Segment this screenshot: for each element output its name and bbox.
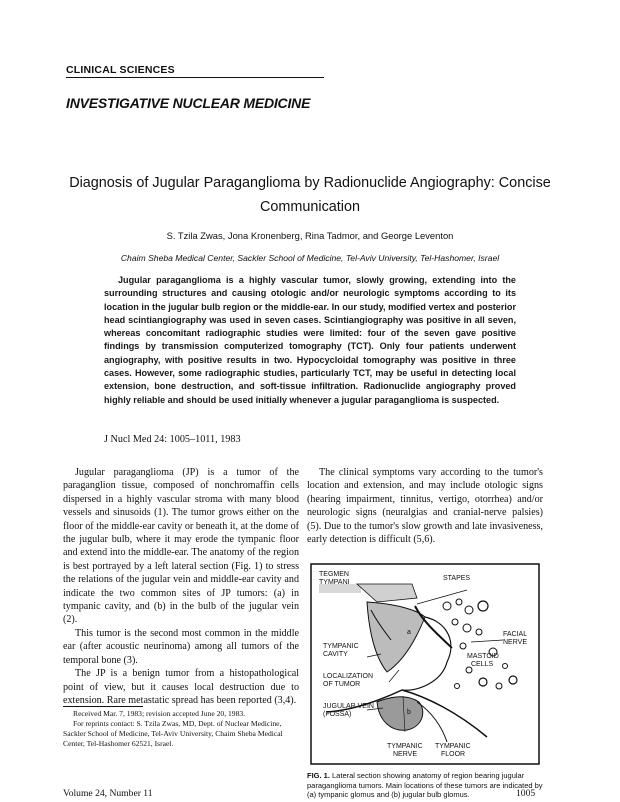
footnote-reprints: For reprints contact: S. Tzila Zwas, MD, Dept. of Nuclear Medicine, Sackler School of Medicine, Tel-Aviv University, Chaim Sheba Medical Center, Tel-Hashomer 62521, Israel.: [63, 719, 283, 748]
label-localization: LOCALIZATION: [323, 673, 374, 680]
body-paragraph: The JP is a benign tumor from a histopathological point of view, but it causes local destruction due to extension. Rare metastatic spread has been reported (3,4).: [63, 668, 299, 706]
footer-volume: Volume 24, Number 11: [63, 788, 153, 799]
label-a: a: [407, 629, 411, 636]
label-tympanic-nerve: NERVE: [393, 751, 417, 758]
label-facial: FACIAL: [503, 631, 528, 638]
body-column-left: [63, 466, 299, 707]
label-fossa: (FOSSA): [323, 711, 352, 718]
body-paragraph: This tumor is the second most common in the middle ear (after acoustic neurinoma) among all tumors of the temporal bone (3).: [63, 627, 299, 666]
label-stapes: STAPES: [443, 575, 471, 582]
caption-text: Lateral section showing anatomy of region bearing jugular paraganglioma tumors. Main locations of these tumors are indicated by (a) tympanic glomus and (b) jugular bulb glomus.: [307, 771, 543, 800]
label-cells: CELLS: [471, 661, 494, 668]
label-mastoid: MASTOID: [467, 653, 499, 660]
footer-page-number: 1005: [516, 788, 536, 799]
label-tympanic-nerve: TYMPANIC: [387, 743, 423, 750]
article-abstract: Jugular paraganglioma is a highly vascular tumor, slowly growing, extending into the surrounding structures and causing otologic and/or neurologic symptoms according to its location in the jugular bulb region or the middle-ear. In our study, modified vertex and posterior head scintiangiography was used in seven cases. Scintiangiography was positive in all seven, whereas concomitant radiographic studies were limited: four of the seven gave positive findings by transmission computerized tomography (TCT). Only four patients underwent angiography, with positive results in two. Hypocycloidal tomography was positive in three cases. However, some radiographic studies, particularly TCT, may be useful in detecting local extension, bone destruction, and soft-tissue infiltration. Radionuclide angiography proved highly reliable and should be used initially whenever a jugular paraganglioma is suspected.: [104, 275, 516, 405]
caption-label: FIG. 1.: [307, 771, 330, 780]
footnote-received: Received Mar. 7, 1983; revision accepted June 20, 1983.: [73, 709, 246, 718]
label-tympanic-floor: TYMPANIC: [435, 743, 471, 750]
footnotes: [63, 709, 299, 749]
label-b: b: [407, 709, 411, 716]
label-of-tumor: OF TUMOR: [323, 681, 361, 688]
label-jugular-vein: JUGULAR VEIN: [323, 703, 374, 710]
section-rule: [66, 77, 324, 78]
article-title: Diagnosis of Jugular Paraganglioma by Radionuclide Angiography: Concise Communication: [69, 175, 551, 215]
figure-caption: [307, 771, 545, 800]
label-tympanic: TYMPANIC: [323, 643, 359, 650]
body-column-right: [307, 466, 543, 546]
body-paragraph: The clinical symptoms vary according to the tumor's location and extension, and may include otologic signs (hearing impairment, tinnitus, vertigo, otorrhea) and/or neurologic signs (neuralgias and cranial-nerve palsies) (5). Due to the tumor's slow growth and late invasiveness, early detection is difficult (5,6).: [307, 467, 543, 546]
section-title: INVESTIGATIVE NUCLEAR MEDICINE: [66, 95, 311, 111]
label-nerve: NERVE: [503, 639, 527, 646]
label-cavity: CAVITY: [323, 651, 348, 658]
article-affiliation: Chaim Sheba Medical Center, Sackler School of Medicine, Tel-Aviv University, Tel-Hashomer, Israel: [120, 253, 500, 263]
article-authors: S. Tzila Zwas, Jona Kronenberg, Rina Tadmor, and George Leventon: [166, 230, 454, 241]
section-label: CLINICAL SCIENCES: [66, 64, 175, 76]
journal-citation: J Nucl Med 24: 1005–1011, 1983: [104, 434, 241, 445]
anatomy-figure: [307, 562, 545, 766]
label-tympanic-floor: FLOOR: [441, 751, 466, 758]
label-tympani: TYMPANI: [319, 579, 350, 586]
label-tegmen: TEGMEN: [319, 571, 349, 578]
body-paragraph: Jugular paraganglioma (JP) is a tumor of the paraganglion tissue, composed of nonchromaffin cells dispersed in a highly vascular stroma with many blood vessels and sinusoids (1). The tumor grows either on the floor of the middle-ear cavity or beneath it, at the dome of the jugular bulb, where it may erode the tympanic floor and extend into the middle-ear. The anatomy of the region is best portrayed by a left lateral section (Fig. 1) to stress the relations of the jugular vein and middle-ear cavity and indicate the two common sites of JP tumors: (a) in tympanic cavity, and (b) in the bulb of the jugular vein (2).: [63, 467, 299, 626]
footnote-rule: [63, 706, 143, 707]
